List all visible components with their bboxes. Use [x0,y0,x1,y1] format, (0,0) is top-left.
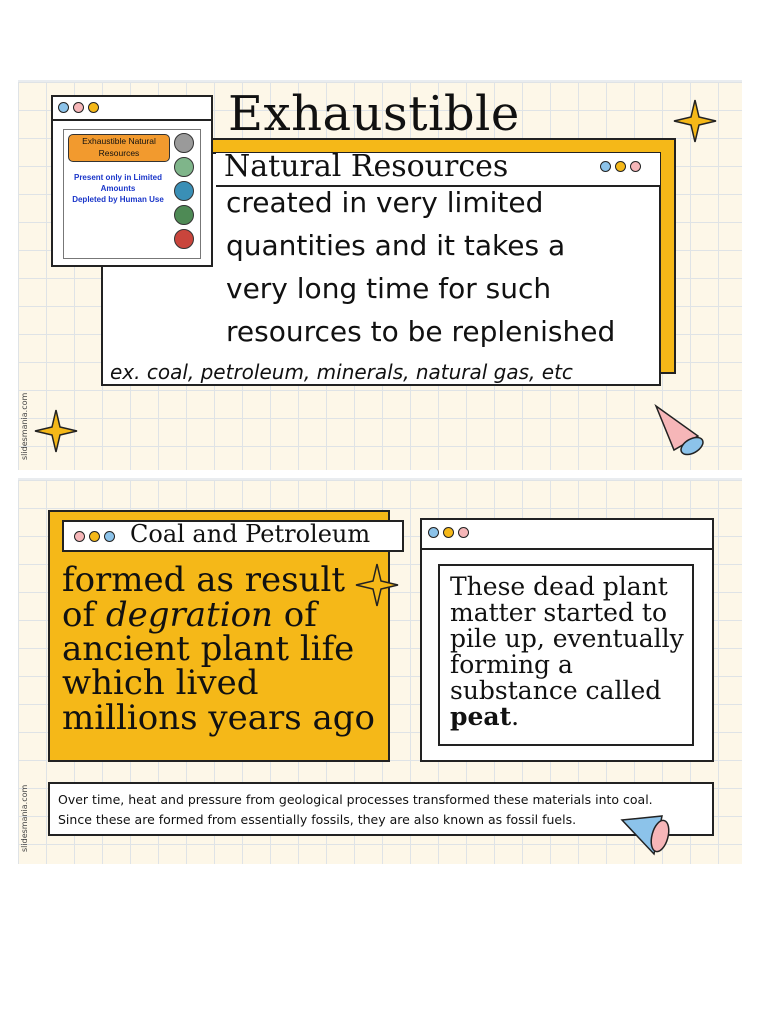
info-window [420,518,714,762]
body-line: quantities and it takes a [226,229,566,262]
note-line: Over time, heat and pressure from geological processes transformed these materials into coal. [58,792,653,807]
blue-dot-icon [104,531,115,542]
tree-icon [174,205,194,225]
body-line: created in very limited [226,186,544,219]
note-line: Since these are formed from essentially fossils, they are also known as fossil fuels. [58,812,577,827]
cone-icon [618,806,682,862]
left-line: ancient plant life [62,629,355,669]
resource-pill [68,134,170,162]
window-dots [74,531,115,542]
left-line: millions years ago [62,698,375,738]
info-line: substance called [450,676,662,705]
sparkle-icon [672,98,718,144]
slide-coal-petroleum [18,478,742,864]
pink-dot-icon [73,102,84,113]
left-line: which lived [62,663,259,703]
pill-line: Resources [98,148,140,158]
blue-dot-icon [428,527,439,538]
yellow-dot-icon [89,531,100,542]
credit-text: slidesmania.com [20,392,29,460]
info-box [438,564,694,746]
minerals-icon [174,229,194,249]
window-dots [428,527,469,538]
yellow-dot-icon [443,527,454,538]
pill-line: Exhaustible Natural [82,136,156,146]
credit-text: slidesmania.com [20,784,29,852]
cone-icon [652,402,708,462]
sparkle-icon [33,408,79,454]
inset-blue-line: Depleted by Human Use [72,195,164,204]
gas-icon [174,181,194,201]
blue-dot-icon [600,161,611,172]
info-line: peat. [450,702,520,731]
emphasis-word: degration [105,595,273,635]
yellow-dot-icon [615,161,626,172]
left-line: formed as result [62,560,346,600]
slide-heading: Coal and Petroleum [130,520,371,548]
inset-blue-line: Amounts [100,184,136,193]
body-line: resources to be replenished [226,315,616,348]
heading-bar [62,520,404,552]
coal-icon [174,133,194,153]
inset-window [51,95,213,267]
peat-term: peat [450,702,512,731]
pink-dot-icon [458,527,469,538]
body-line: very long time for such [226,272,552,305]
left-line: of degration of [62,595,317,635]
pink-dot-icon [630,161,641,172]
inset-blue-line: Present only in Limited [73,173,162,182]
window-dots [600,161,641,172]
sparkle-icon [354,562,400,608]
info-line: pile up, eventually [450,624,684,653]
yellow-dot-icon [88,102,99,113]
slide-exhaustible [18,80,742,470]
example-text: ex. coal, petroleum, minerals, natural gas, etc [110,360,573,384]
window-dots [58,102,99,113]
blue-dot-icon [58,102,69,113]
info-line: matter started to [450,598,668,627]
slide-title: Exhaustible [228,86,520,142]
info-line: forming a [450,650,573,679]
oil-drop-icon [174,157,194,177]
inset-image [63,129,201,259]
slide-subtitle: Natural Resources [224,149,509,184]
pink-dot-icon [74,531,85,542]
note-box [48,782,714,836]
info-line: These dead plant [450,572,668,601]
